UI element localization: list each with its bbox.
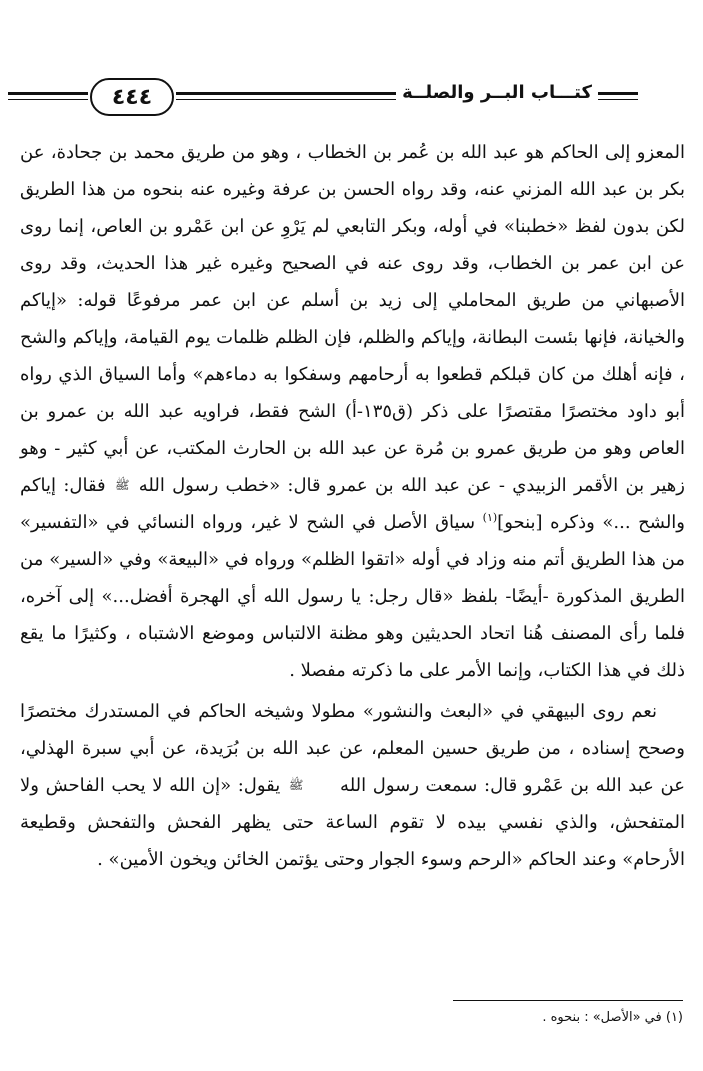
page-number: ٤٤٤ (90, 78, 174, 116)
header-rule-left-top (8, 92, 88, 95)
footnote-divider (453, 1000, 683, 1001)
paragraph-1-continuation: فقال: إياكم والشح ...» وذكره [بنحو] (20, 475, 685, 533)
paragraph-2 (20, 693, 685, 878)
paragraph-2-ending: يقول: «إن الله لا يحب الفاحش ولا المتفحش، والذي نفسي بيده لا تقوم الساعة حتى يظهر الفحش والتفحش وقطيعة الأرحام» وعند الحاكم «الرحم وسوء الجوار وحتى يؤتمن الخائن ويخون الأمين» . (20, 775, 685, 870)
paragraph-1-ending: سياق الأصل في الشح لا غير، ورواه النسائي في «التفسير» من هذا الطريق أتم منه وزاد في أوله «اتقوا الظلم» ورواه في «البيعة» وفي «السير» من الطريق المذكورة -أيضًا- بلفظ «قال رجل: يا رسول الله أي الهجرة أفضل...» إلى آخره، فلما رأى المصنف هُنا اتحاد الحديثين وهو مظنة الالتباس وموضع الاشتباه ، وكثيرًا ما يقع ذلك في هذا الكتاب، وإنما الأمر على ما ذكرته مفصلا . (20, 512, 685, 681)
main-text (20, 134, 685, 878)
chapter-title: كتـــاب البــر والصلــة (396, 82, 598, 103)
page-header (8, 78, 638, 118)
paragraph-1-text: المعزو إلى الحاكم هو عبد الله بن عُمر بن الخطاب ، وهو من طريق محمد بن جحادة، عن بكر بن عبد الله المزني عنه، وقد رواه الحسن بن عرفة وغيره عنه بنحوه من هذا الطريق لكن بدون لفظ «خطبنا» في أوله، وبكر التابعي لم يَرْوِ عن ابن عَمْرو بن العاص، إنما روى عن ابن عمر بن الخطاب، وقد روى عنه في الصحيح وغيره غير هذا الحديث، وقد روى الأصبهاني من طريق المحاملي إلى زيد بن أسلم عن ابن عمر مرفوعًا قوله: «إياكم والخيانة، فإنها بئست البطانة، وإياكم والظلم، فإن الظلم ظلمات يوم القيامة، وإياكم والشح ، فإنه أهلك من كان قبلكم قطعوا به أرحامهم وسفكوا به دماءهم» وأما السياق الذي رواه أبو داود مختصرًا مقتصرًا على ذكر (ق١٣٥-أ) الشح فقط، فراويه عبد الله بن عمرو بن العاص وهو من طريق عمرو بن مُرة عن عبد الله بن الحارث المكتب، عن أبي كثير - وهو زهير بن الأقمر الزبيدي - عن عبد الله بن عمرو قال: «خطب رسول الله (20, 142, 686, 496)
footnote: (١) في «الأصل» : بنحوه . (542, 1010, 683, 1025)
paragraph-1 (20, 134, 685, 689)
pbuh-glyph: ﷺ (114, 478, 130, 492)
header-rule-left-bottom (8, 99, 88, 100)
footnote-reference: (١) (482, 511, 498, 524)
paragraph-2-text: نعم روى البيهقي في «البعث والنشور» مطولا وشيخه الحاكم في المستدرك مختصرًا وصحح إسناده ، من طريق حسين المعلم، عن عبد الله بن بُرَيدة، عن أبي سبرة الهذلي، عن عبد الله بن عَمْرو قال: سمعت رسول الله (20, 701, 685, 796)
pbuh-glyph: ﷺ (288, 778, 304, 792)
